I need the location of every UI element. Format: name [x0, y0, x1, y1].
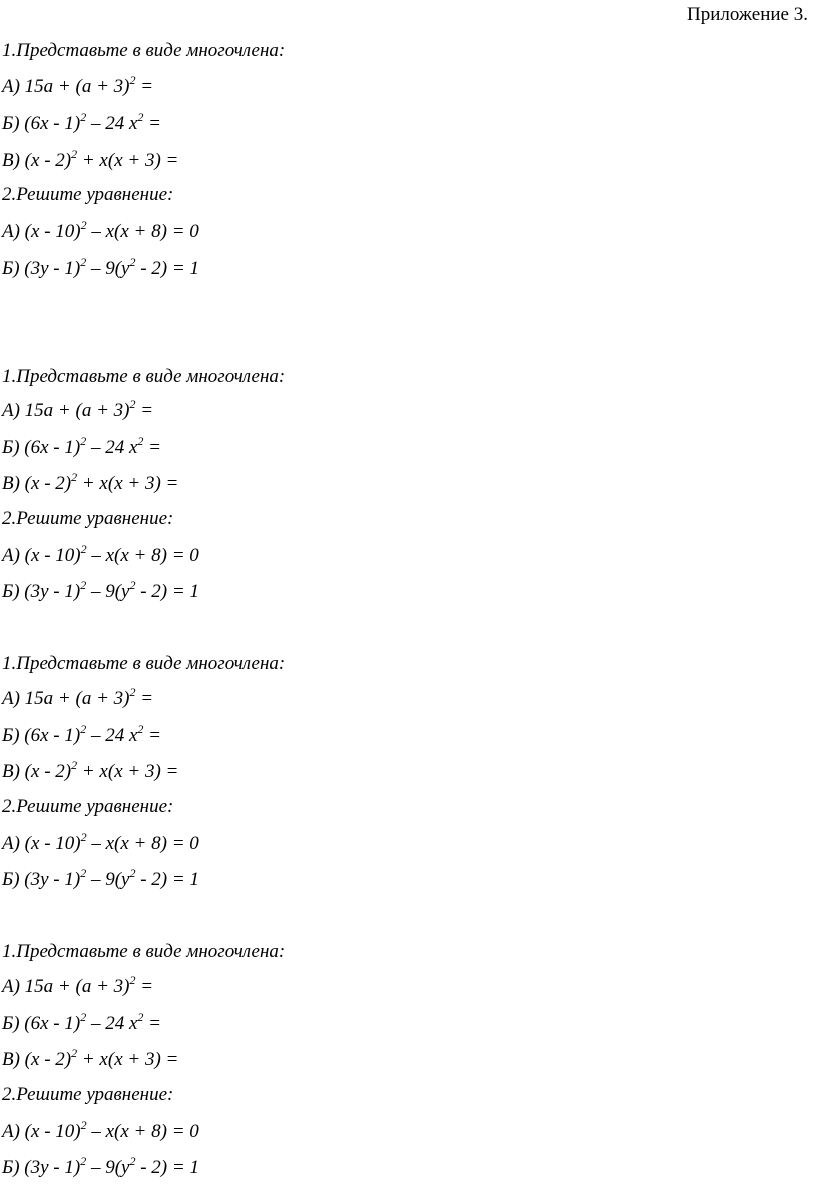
task1-title: 1.Представьте в виде многочлена: — [2, 366, 286, 387]
task2-b: Б) $(3y - 1)^2 - 9(y^2 - 2) = 1$ — [2, 866, 199, 890]
task2-b: Б) $(3y - 1)^2 - 9(y^2 - 2) = 1$ — [2, 1154, 199, 1178]
task2-a: А) (x - 10)$^2$ – x(x + 8) = 0 — [2, 1118, 199, 1142]
task2-a: А) (x - 10)$^2$ – x(x + 8) = 0 — [2, 830, 199, 854]
task1-a: А) $15a + (a + 3)^2$ = — [2, 685, 154, 709]
task1-a: А) $15a + (a + 3)^2$ = — [2, 73, 154, 97]
task1-c: В) (x - 2)$^2$ + x(x + 3) = — [2, 470, 179, 494]
task2-title: 2.Решите уравнение: — [2, 1084, 174, 1105]
task2-a: А) (x - 10)$^2$ – x(x + 8) = 0 — [2, 542, 199, 566]
task1-c: В) (x - 2)$^2$ + x(x + 3) = — [2, 758, 179, 782]
task2-title: 2.Решите уравнение: — [2, 796, 174, 817]
task1-title: 1.Представьте в виде многочлена: — [2, 653, 286, 674]
task2-a: А) (x - 10)$^2$ – x(x + 8) = 0 — [2, 218, 199, 242]
task2-b: Б) $(3y - 1)^2 - 9(y^2 - 2) = 1$ — [2, 255, 199, 279]
task1-a: А) $15a + (a + 3)^2$ = — [2, 973, 154, 997]
task1-c: В) (x - 2)$^2$ + x(x + 3) = — [2, 147, 179, 171]
task1-b: Б) (6x - 1)$^2$ – 24 $x^2$ = — [2, 110, 161, 134]
task2-title: 2.Решите уравнение: — [2, 184, 174, 205]
task1-b: Б) (6x - 1)$^2$ – 24 $x^2$ = — [2, 722, 161, 746]
task1-b: Б) (6x - 1)$^2$ – 24 $x^2$ = — [2, 434, 161, 458]
task1-c: В) (x - 2)$^2$ + x(x + 3) = — [2, 1046, 179, 1070]
task1-title: 1.Представьте в виде многочлена: — [2, 40, 286, 61]
task1-b: Б) (6x - 1)$^2$ – 24 $x^2$ = — [2, 1010, 161, 1034]
task2-title: 2.Решите уравнение: — [2, 508, 174, 529]
appendix-label: Приложение 3. — [687, 4, 808, 25]
task2-b: Б) $(3y - 1)^2 - 9(y^2 - 2) = 1$ — [2, 578, 199, 602]
task1-title: 1.Представьте в виде многочлена: — [2, 941, 286, 962]
task1-a: А) $15a + (a + 3)^2$ = — [2, 397, 154, 421]
